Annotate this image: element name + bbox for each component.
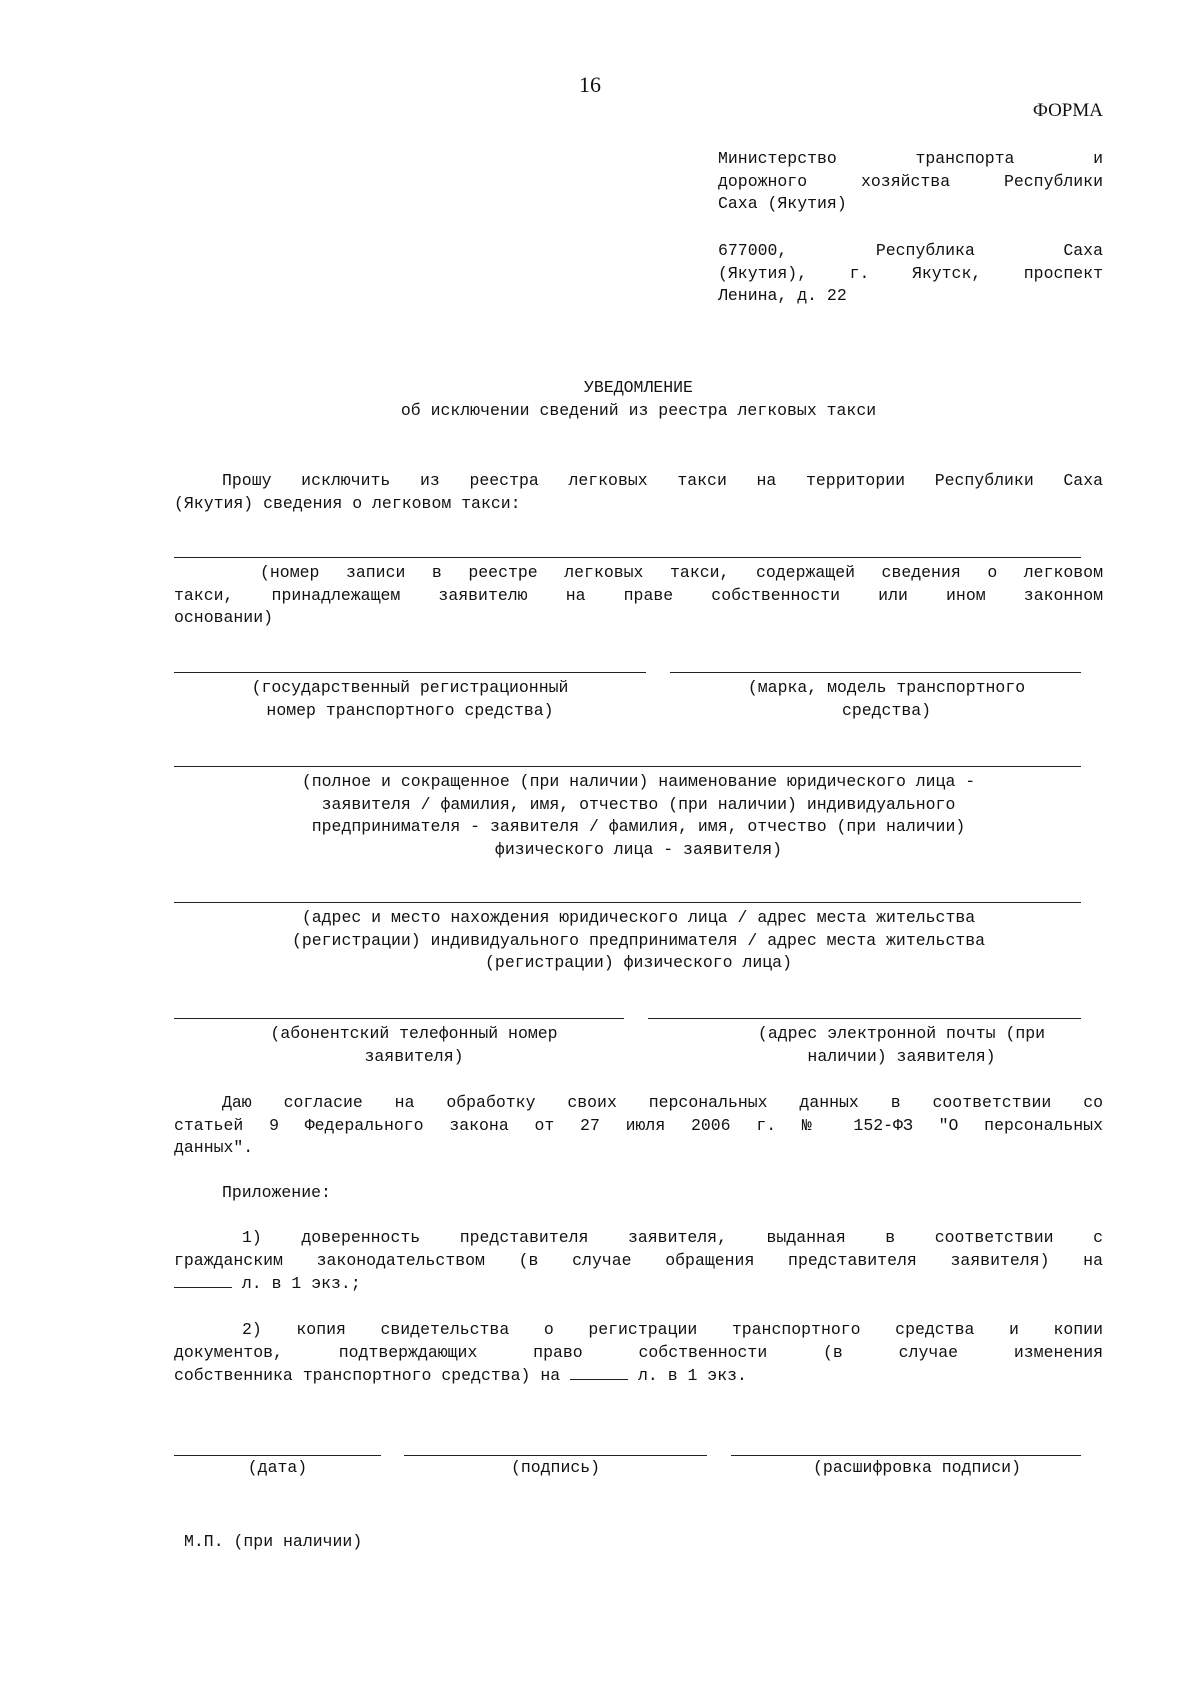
addressee-line: Саха (Якутия) bbox=[718, 194, 847, 213]
intro-paragraph bbox=[174, 470, 1103, 515]
applicant-address-line[interactable] bbox=[174, 902, 1081, 903]
attachment-line: 2) копия свидетельства о регистрации транспортного средства и копии bbox=[242, 1320, 1103, 1339]
caption-line: (государственный регистрационный bbox=[251, 678, 569, 697]
email-caption bbox=[700, 1023, 1103, 1068]
caption-line: предпринимателя - заявителя / фамилия, имя, отчество (при наличии) bbox=[311, 817, 966, 836]
email-line[interactable] bbox=[648, 1018, 1081, 1019]
intro-line: Прошу исключить из реестра легковых такси на территории Республики Саха bbox=[222, 471, 1103, 490]
caption-line: (абонентский телефонный номер bbox=[270, 1024, 558, 1043]
address-line: Ленина, д. 22 bbox=[718, 286, 847, 305]
caption-line: средства) bbox=[841, 700, 932, 720]
attachment-item-1 bbox=[174, 1227, 1103, 1296]
date-line[interactable] bbox=[174, 1455, 381, 1456]
caption-line: наличии) заявителя) bbox=[807, 1046, 996, 1066]
attachment-tail-text: собственника транспортного средства) на bbox=[174, 1366, 561, 1385]
form-label: ФОРМА bbox=[1032, 100, 1103, 121]
caption-line: физического лица - заявителя) bbox=[494, 839, 783, 859]
consent-line: данных". bbox=[174, 1138, 254, 1157]
make-model-line[interactable] bbox=[670, 672, 1081, 673]
consent-line: Даю согласие на обработку своих персональных данных в соответствии со bbox=[222, 1093, 1103, 1112]
caption-line: (адрес электронной почты (при bbox=[757, 1024, 1046, 1043]
page-number: 16 bbox=[579, 72, 601, 97]
caption-line: заявителя / фамилия, имя, отчество (при наличии) индивидуального bbox=[321, 794, 956, 814]
sheet-count-blank[interactable] bbox=[174, 1272, 232, 1288]
caption-line: основании) bbox=[174, 608, 274, 627]
attachment-line: 1) доверенность представителя заявителя, выданная в соответствии с bbox=[242, 1228, 1103, 1247]
attachment-tail bbox=[174, 1272, 1103, 1296]
attachment-item-2 bbox=[174, 1319, 1103, 1388]
phone-line[interactable] bbox=[174, 1018, 624, 1019]
addressee-name bbox=[718, 148, 1103, 216]
caption-line: (адрес и место нахождения юридического лица / адрес места жительства bbox=[301, 908, 976, 927]
registry-number-line[interactable] bbox=[174, 557, 1081, 558]
attachment-tail bbox=[174, 1364, 1103, 1388]
attachment-line: гражданским законодательством (в случае обращения представителя заявителя) на bbox=[174, 1250, 1103, 1270]
caption-line: (номер записи в реестре легковых такси, содержащей сведения о легковом bbox=[260, 563, 1103, 582]
attachment-tail-text: л. в 1 экз.; bbox=[241, 1274, 361, 1293]
caption-line: (полное и сокращенное (при наличии) наименование юридического лица - bbox=[301, 772, 976, 791]
caption-line: (марка, модель транспортного bbox=[747, 678, 1026, 697]
signature-caption: (подпись) bbox=[510, 1458, 601, 1477]
make-model-caption bbox=[670, 677, 1103, 722]
applicant-name-caption bbox=[174, 771, 1103, 861]
address-line: (Якутия), г. Якутск, проспект bbox=[718, 263, 1103, 283]
addressee-line: Министерство транспорта и bbox=[718, 149, 1103, 168]
date-caption: (дата) bbox=[247, 1458, 308, 1477]
attachment-tail-text: л. в 1 экз. bbox=[637, 1366, 747, 1385]
address-line: 677000, Республика Саха bbox=[718, 241, 1103, 260]
document-title: УВЕДОМЛЕНИЕ bbox=[584, 378, 693, 397]
plate-number-caption bbox=[174, 677, 646, 722]
sheet-count-blank[interactable] bbox=[570, 1364, 628, 1380]
caption-line: (регистрации) индивидуального предпринимателя / адрес места жительства bbox=[291, 930, 986, 950]
stamp-label: М.П. (при наличии) bbox=[184, 1532, 363, 1551]
plate-number-line[interactable] bbox=[174, 672, 646, 673]
signature-decoding-line[interactable] bbox=[731, 1455, 1081, 1456]
addressee-address bbox=[718, 240, 1103, 308]
addressee-line: дорожного хозяйства Республики bbox=[718, 171, 1103, 191]
consent-paragraph bbox=[174, 1092, 1103, 1160]
document-subtitle: об исключении сведений из реестра легковых такси bbox=[400, 401, 877, 420]
caption-line: номер транспортного средства) bbox=[266, 700, 554, 720]
signature-decoding-caption: (расшифровка подписи) bbox=[813, 1458, 1021, 1477]
signature-line[interactable] bbox=[404, 1455, 707, 1456]
registry-number-caption bbox=[174, 562, 1103, 630]
caption-line: такси, принадлежащем заявителю на праве собственности или ином законном bbox=[174, 585, 1103, 605]
intro-line: (Якутия) сведения о легковом такси: bbox=[174, 493, 521, 513]
applicant-name-line[interactable] bbox=[174, 766, 1081, 767]
phone-caption bbox=[174, 1023, 654, 1068]
applicant-address-caption bbox=[174, 907, 1103, 975]
caption-line: заявителя) bbox=[364, 1046, 464, 1066]
attachments-heading: Приложение: bbox=[222, 1183, 331, 1202]
caption-line: (регистрации) физического лица) bbox=[485, 953, 792, 972]
attachment-line: документов, подтверждающих право собственности (в случае изменения bbox=[174, 1342, 1103, 1362]
consent-line: статьей 9 Федерального закона от 27 июля 2006 г. № 152-ФЗ "О персональных bbox=[174, 1115, 1103, 1135]
